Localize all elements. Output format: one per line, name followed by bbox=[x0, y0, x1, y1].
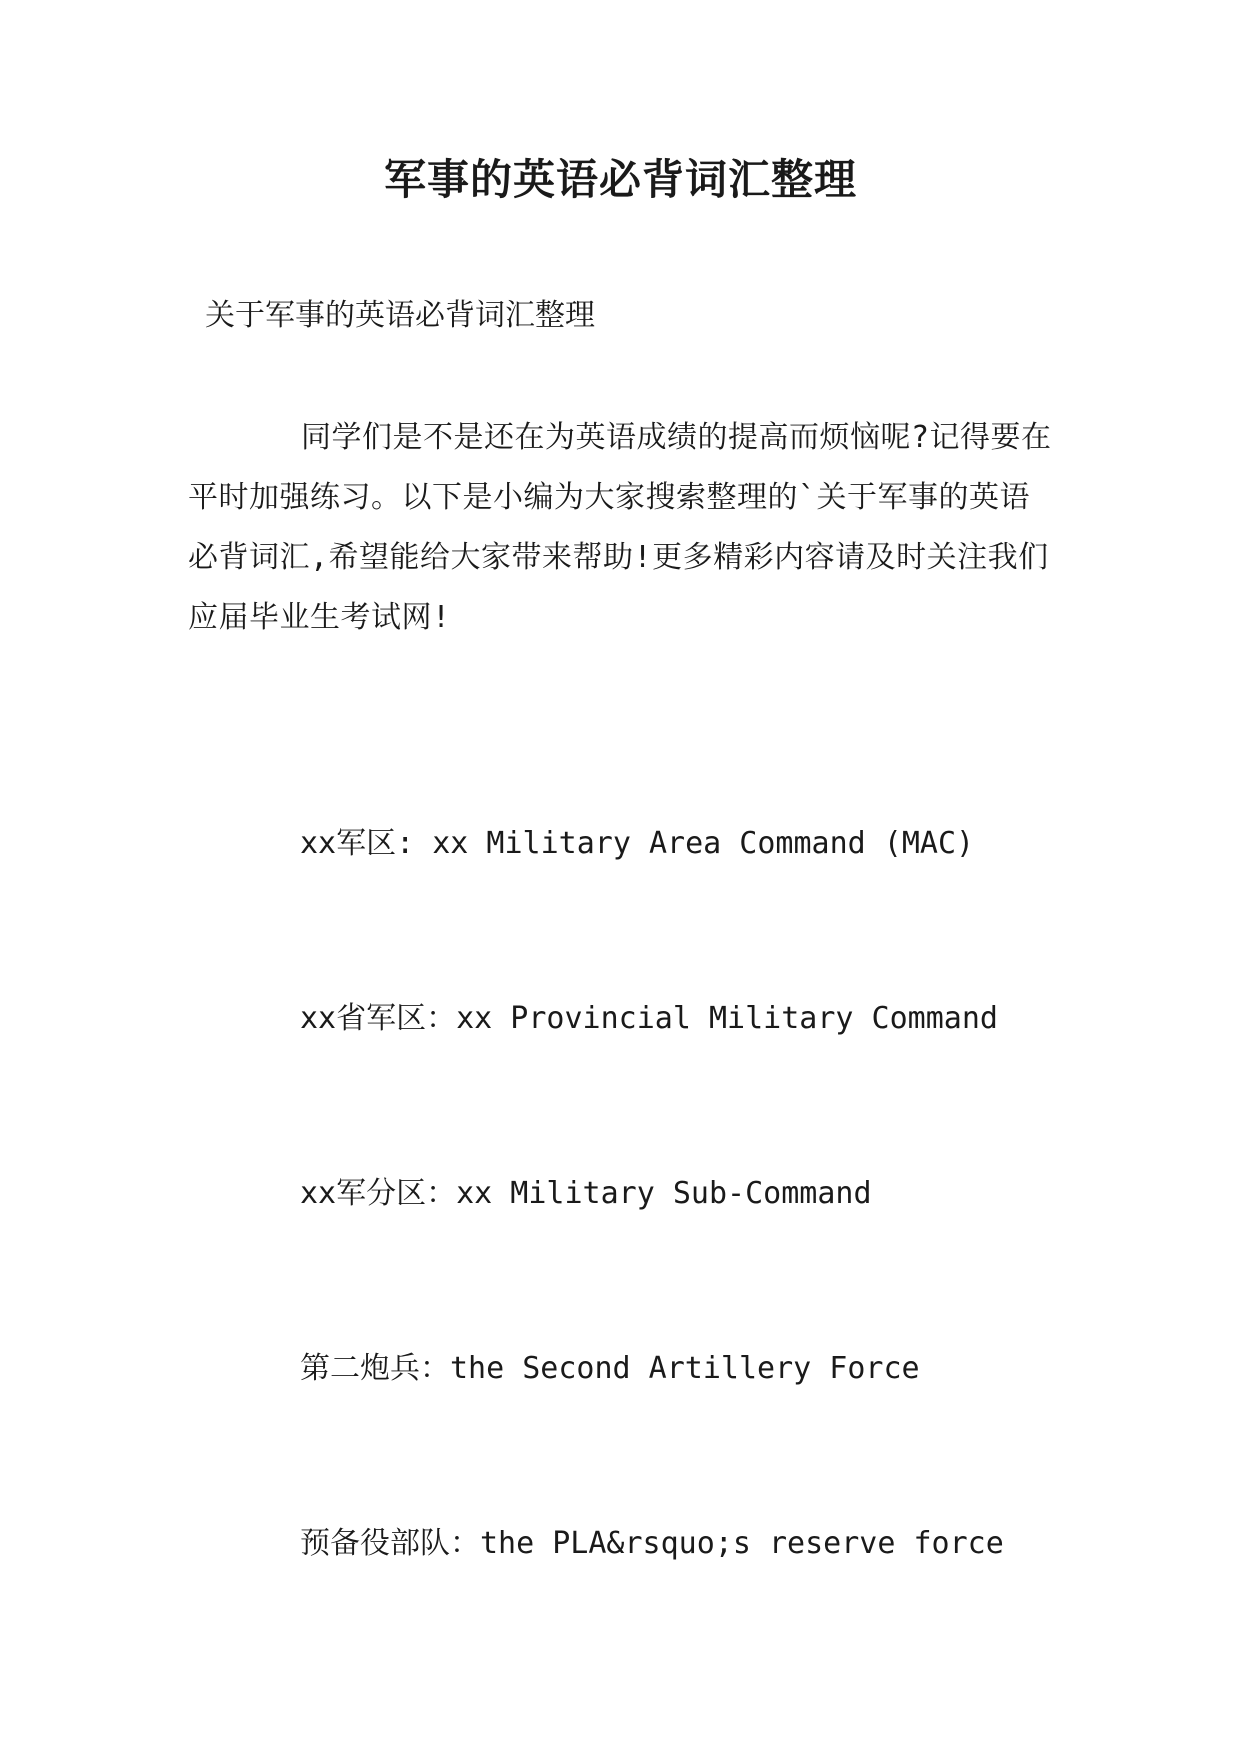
intro-paragraph: 同学们是不是还在为英语成绩的提高而烦恼呢?记得要在平时加强练习。以下是小编为大家搜索整理的`关于军事的英语必背词汇,希望能给大家带来帮助!更多精彩内容请及时关注我们应届毕业生考试网! bbox=[188, 420, 1052, 635]
vocabulary-term: xx军区: xx Military Area Command (MAC) bbox=[300, 826, 975, 861]
vocabulary-term: 第二炮兵：the Second Artillery Force bbox=[300, 1351, 920, 1386]
document-subtitle: 关于军事的英语必背词汇整理 bbox=[205, 298, 595, 333]
vocabulary-term: xx军分区：xx Military Sub-Command bbox=[300, 1176, 872, 1211]
vocabulary-term: 预备役部队：the PLA&rsquo;s reserve force bbox=[300, 1526, 1004, 1561]
page-title: 军事的英语必背词汇整理 bbox=[383, 155, 857, 204]
vocabulary-term: xx省军区：xx Provincial Military Command bbox=[300, 1001, 998, 1036]
